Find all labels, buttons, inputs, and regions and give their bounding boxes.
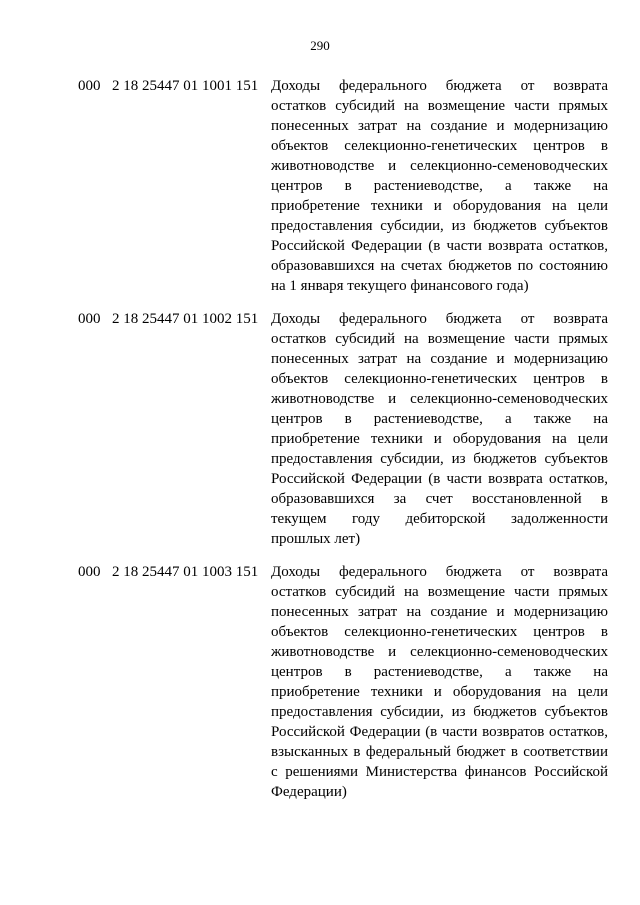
admin-code: 000	[78, 78, 101, 94]
description-line: образовавшихся за счет восстановленной в	[271, 491, 608, 507]
budget-code-row	[0, 562, 640, 802]
budget-code-list	[0, 76, 640, 815]
income-description	[271, 309, 608, 549]
description-line: предоставления субсидии, из бюджетов субъектов	[271, 218, 608, 234]
description-line: с решениями Министерства финансов Российской	[271, 764, 608, 780]
description-line: прошлых лет)	[271, 531, 361, 547]
budget-classification-code: 2 18 25447 01 1003 151	[112, 564, 259, 580]
description-line: центров в растениеводстве, а также на	[271, 411, 608, 427]
description-line: животноводстве и селекционно-семеноводческих	[271, 158, 608, 174]
description-line: текущем году дебиторской задолженности	[271, 511, 608, 527]
description-line: Доходы федерального бюджета от возврата	[271, 564, 608, 580]
description-line: центров в растениеводстве, а также на	[271, 664, 608, 680]
description-line: на 1 января текущего финансового года)	[271, 278, 529, 294]
description-line: остатков субсидий на возмещение части прямых	[271, 331, 608, 347]
description-line: остатков субсидий на возмещение части прямых	[271, 98, 608, 114]
description-line: Доходы федерального бюджета от возврата	[271, 78, 608, 94]
description-line: Российской Федерации (в части возврата остатков,	[271, 238, 608, 254]
description-line: взысканных в федеральный бюджет в соответствии	[271, 744, 608, 760]
description-line: центров в растениеводстве, а также на	[271, 178, 608, 194]
page-number: 290	[310, 38, 330, 53]
description-line: Федерации)	[271, 784, 347, 800]
budget-classification-code: 2 18 25447 01 1001 151	[112, 78, 259, 94]
budget-code-row	[0, 309, 640, 549]
description-line: животноводстве и селекционно-семеноводческих	[271, 391, 608, 407]
description-line: Российской Федерации (в части возврата остатков,	[271, 471, 608, 487]
description-line: понесенных затрат на создание и модернизацию	[271, 118, 608, 134]
description-line: объектов селекционно-генетических центров в	[271, 371, 608, 387]
description-line: остатков субсидий на возмещение части прямых	[271, 584, 608, 600]
budget-code-row	[0, 76, 640, 296]
description-line: понесенных затрат на создание и модернизацию	[271, 351, 608, 367]
description-line: приобретение техники и оборудования на цели	[271, 684, 608, 700]
description-line: Доходы федерального бюджета от возврата	[271, 311, 608, 327]
description-line: объектов селекционно-генетических центров в	[271, 138, 608, 154]
description-line: животноводстве и селекционно-семеноводческих	[271, 644, 608, 660]
description-line: понесенных затрат на создание и модернизацию	[271, 604, 608, 620]
description-line: объектов селекционно-генетических центров в	[271, 624, 608, 640]
description-line: Российской Федерации (в части возвратов остатков,	[271, 724, 608, 740]
income-description	[271, 76, 608, 296]
description-line: предоставления субсидии, из бюджетов субъектов	[271, 451, 608, 467]
description-line: образовавшихся на счетах бюджетов по состоянию	[271, 258, 608, 274]
admin-code: 000	[78, 311, 101, 327]
budget-classification-code: 2 18 25447 01 1002 151	[112, 311, 259, 327]
description-line: приобретение техники и оборудования на цели	[271, 431, 608, 447]
admin-code: 000	[78, 564, 101, 580]
description-line: приобретение техники и оборудования на цели	[271, 198, 608, 214]
description-line: предоставления субсидии, из бюджетов субъектов	[271, 704, 608, 720]
income-description	[271, 562, 608, 802]
